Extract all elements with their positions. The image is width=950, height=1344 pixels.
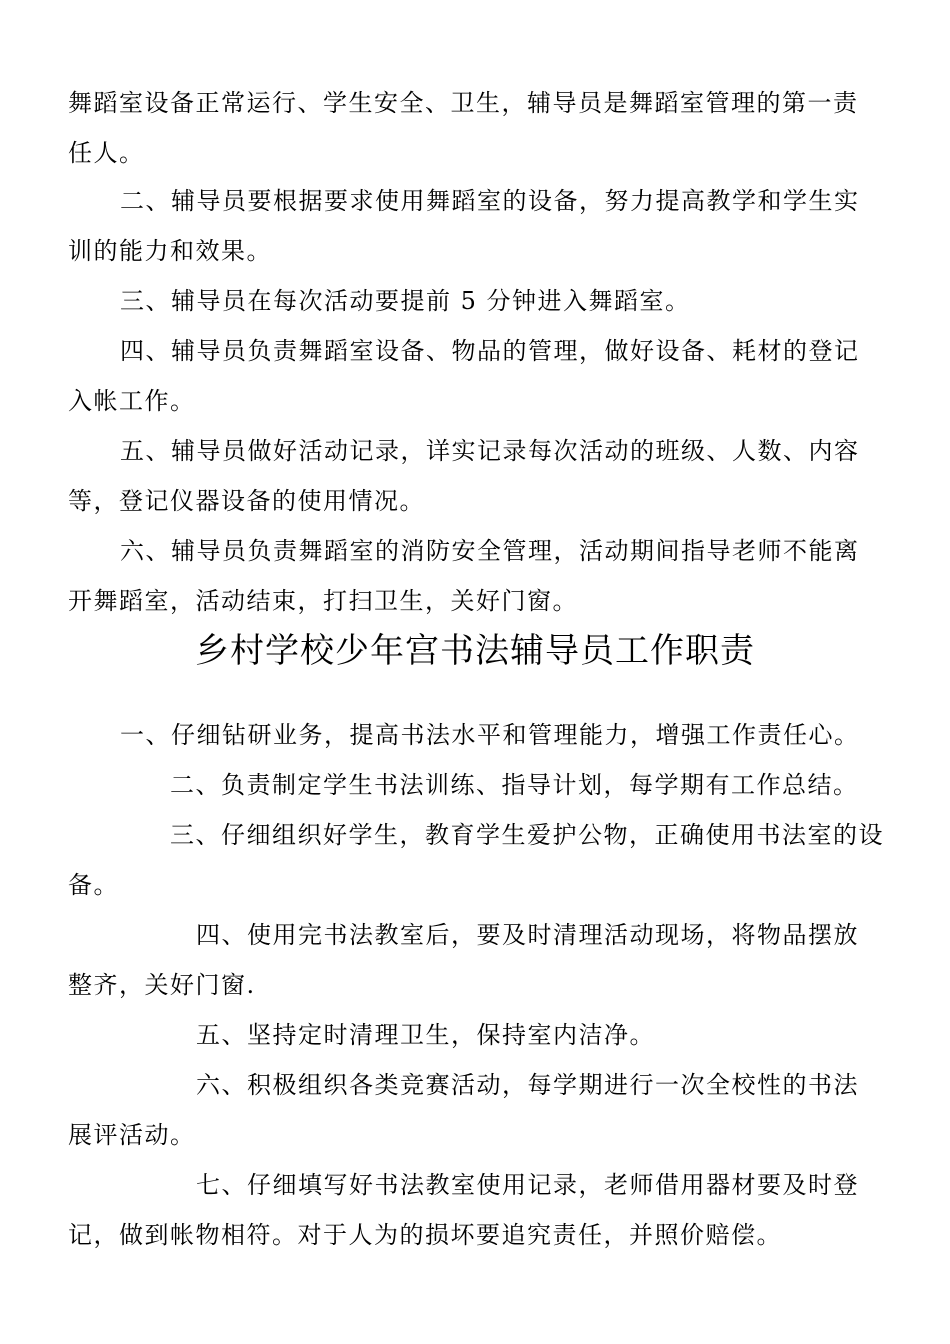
- item-5-line-2: 等，登记仪器设备的使用情况。: [68, 487, 425, 515]
- item-2-line-1: 二、辅导员要根据要求使用舞蹈室的设备，努力提高教学和学生实: [120, 187, 860, 215]
- duty-6-line-1: 六、积极组织各类竞赛活动，每学期进行一次全校性的书法: [196, 1071, 859, 1099]
- duty-7-line-2: 记，做到帐物相符。对于人为的损坏要追究责任，并照价赔偿。: [68, 1221, 782, 1249]
- duty-4-line-1: 四、使用完书法教室后，要及时清理活动现场，将物品摆放: [196, 921, 859, 949]
- duty-5-line-1: 五、坚持定时清理卫生，保持室内洁净。: [196, 1021, 655, 1049]
- duty-7-line-1: 七、仔细填写好书法教室使用记录，老师借用器材要及时登: [196, 1171, 859, 1199]
- duty-2-line-1: 二、负责制定学生书法训练、指导计划，每学期有工作总结。: [170, 771, 859, 799]
- item-6-line-2: 开舞蹈室，活动结束，打扫卫生，关好门窗。: [68, 587, 578, 615]
- item-3-line-1: 三、辅导员在每次活动要提前 5 分钟进入舞蹈室。: [120, 287, 691, 315]
- duty-6-line-2: 展评活动。: [68, 1121, 196, 1149]
- section-title: 乡村学校少年宫书法辅导员工作职责: [195, 631, 755, 671]
- duty-3-line-1: 三、仔细组织好学生，教育学生爱护公物，正确使用书法室的设: [170, 821, 884, 849]
- item-6-line-1: 六、辅导员负责舞蹈室的消防安全管理，活动期间指导老师不能离: [120, 537, 860, 565]
- duty-3-line-2: 备。: [68, 871, 119, 899]
- paragraph-1-line-1: 舞蹈室设备正常运行、学生安全、卫生，辅导员是舞蹈室管理的第一责: [68, 89, 859, 117]
- duty-1-line-1: 一、仔细钻研业务，提高书法水平和管理能力，增强工作责任心。: [120, 721, 860, 749]
- item-4-line-2: 入帐工作。: [68, 387, 196, 415]
- item-5-line-1: 五、辅导员做好活动记录，详实记录每次活动的班级、人数、内容: [120, 437, 860, 465]
- item-4-line-1: 四、辅导员负责舞蹈室设备、物品的管理，做好设备、耗材的登记: [120, 337, 860, 365]
- item-2-line-2: 训的能力和效果。: [68, 237, 272, 265]
- duty-4-line-2: 整齐，关好门窗.: [68, 971, 256, 999]
- paragraph-1-line-2: 任人。: [68, 139, 145, 167]
